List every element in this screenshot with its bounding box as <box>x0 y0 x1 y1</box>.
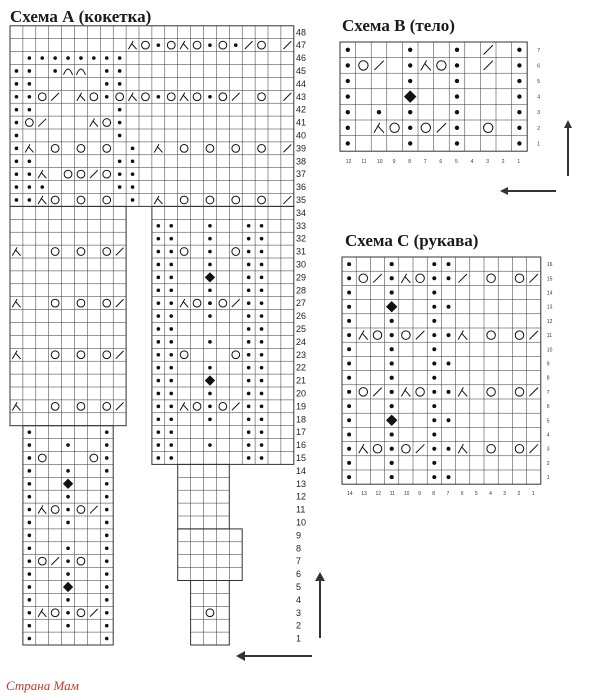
k2tog-icon <box>529 274 538 283</box>
scheme-c-row-number: 7 <box>546 389 550 396</box>
scheme-c-column-number: 12 <box>375 491 382 498</box>
scheme-b-column-number: 9 <box>392 159 396 166</box>
purl-dot-icon <box>432 447 436 451</box>
yarn-over-icon <box>359 274 368 283</box>
scheme-b-column-number: 12 <box>345 159 352 166</box>
purl-dot-icon <box>347 305 351 309</box>
scheme-a-row-number: 19 <box>296 401 307 412</box>
scheme-c-row-number: 13 <box>546 304 553 311</box>
scheme-c-row-number: 16 <box>546 262 553 269</box>
purl-dot-icon <box>432 461 436 465</box>
scheme-a-row-number: 12 <box>296 491 307 502</box>
scheme-c-column-number: 3 <box>503 491 507 498</box>
scheme-a-row-number: 15 <box>296 452 307 463</box>
yarn-over-icon <box>416 274 425 283</box>
scheme-b-column-number: 10 <box>377 159 383 166</box>
scheme-a-row-number: 47 <box>296 40 307 51</box>
purl-dot-icon <box>447 447 451 451</box>
scheme-c-row-number: 4 <box>546 432 550 439</box>
scheme-c-row-number: 5 <box>546 418 550 425</box>
purl-dot-icon <box>432 347 436 351</box>
scheme-a-row-number: 7 <box>296 556 302 567</box>
scheme-b-title: Схема В (тело) <box>342 16 455 35</box>
direction-arrow-up-icon <box>312 572 328 640</box>
scheme-a-row-number: 11 <box>296 504 306 515</box>
purl-dot-icon <box>447 362 451 366</box>
scheme-a-row-number: 46 <box>296 53 307 64</box>
scheme-b-column-number: 5 <box>455 159 458 166</box>
scheme-b-row-number: 1 <box>537 141 540 148</box>
bobble-icon <box>386 415 397 426</box>
purl-dot-icon <box>390 376 394 380</box>
yarn-over-icon <box>416 388 425 397</box>
scheme-a-row-number: 39 <box>296 143 307 154</box>
k2tog-icon <box>529 388 538 397</box>
scheme-b-column-number: 4 <box>470 159 474 166</box>
purl-dot-icon <box>390 319 394 323</box>
purl-dot-icon <box>432 433 436 437</box>
scheme-c-column-number: 5 <box>474 491 478 498</box>
scheme-b-column-number: 6 <box>439 159 443 166</box>
purl-dot-icon <box>390 362 394 366</box>
purl-dot-icon <box>390 475 394 479</box>
scheme-a-title: Схема А (кокетка) <box>10 7 152 26</box>
purl-dot-icon <box>347 276 351 280</box>
scheme-b-row-number: 7 <box>537 47 540 54</box>
scheme-c-column-number: 13 <box>361 491 367 498</box>
scheme-a-row-number: 18 <box>296 414 307 425</box>
scheme-c-row-number: 8 <box>546 375 550 382</box>
purl-dot-icon <box>347 333 351 337</box>
purl-dot-icon <box>447 305 451 309</box>
k2tog-icon <box>458 274 467 283</box>
purl-dot-icon <box>432 319 436 323</box>
scheme-c-row-number: 12 <box>546 318 553 325</box>
scheme-c-row-number: 3 <box>546 446 550 453</box>
purl-dot-icon <box>347 390 351 394</box>
scheme-c-row-number: 15 <box>546 276 553 283</box>
purl-dot-icon <box>447 262 451 266</box>
purl-dot-icon <box>447 276 451 280</box>
scheme-a-row-number: 29 <box>296 272 307 283</box>
purl-dot-icon <box>390 433 394 437</box>
yarn-over-icon <box>487 444 496 453</box>
purl-dot-icon <box>432 276 436 280</box>
scheme-a-row-number: 44 <box>296 78 307 89</box>
scheme-a-row-number: 10 <box>296 517 307 528</box>
purl-dot-icon <box>432 390 436 394</box>
scheme-c-row-number: 6 <box>546 404 550 411</box>
purl-dot-icon <box>347 262 351 266</box>
purl-dot-icon <box>390 347 394 351</box>
watermark: Страна Мам <box>6 678 79 693</box>
yarn-over-icon <box>373 331 382 340</box>
scheme-a-row-number: 16 <box>296 440 307 451</box>
scheme-c-row-number: 14 <box>546 290 553 297</box>
scheme-a-row-number: 35 <box>296 194 307 205</box>
scheme-c-column-number: 9 <box>418 491 421 498</box>
purl-dot-icon <box>432 376 436 380</box>
scheme-a-row-number: 37 <box>296 169 307 180</box>
scheme-a-row-number: 24 <box>296 336 307 347</box>
purl-dot-icon <box>347 461 351 465</box>
purl-dot-icon <box>432 291 436 295</box>
scheme-a-row-number: 2 <box>296 620 302 631</box>
scheme-a-row-number: 32 <box>296 233 307 244</box>
scheme-a-row-number: 43 <box>296 91 307 102</box>
yarn-over-icon <box>515 331 524 340</box>
scheme-c-column-number: 11 <box>389 491 395 498</box>
yarn-over-icon <box>402 444 411 453</box>
purl-dot-icon <box>432 475 436 479</box>
scheme-a-row-number: 36 <box>296 182 307 193</box>
yarn-over-icon <box>402 331 411 340</box>
purl-dot-icon <box>390 262 394 266</box>
yarn-over-icon <box>487 388 496 397</box>
purl-dot-icon <box>432 262 436 266</box>
scheme-b-column-number: 8 <box>408 159 411 166</box>
scheme-b-column-number: 3 <box>486 159 489 166</box>
purl-dot-icon <box>347 418 351 422</box>
scheme-a-row-number: 48 <box>296 27 307 38</box>
scheme-a-row-number: 21 <box>296 375 307 386</box>
scheme-b-row-number: 4 <box>537 94 540 101</box>
scheme-a-row-number: 3 <box>296 607 302 618</box>
purl-dot-icon <box>447 390 451 394</box>
purl-dot-icon <box>432 333 436 337</box>
purl-dot-icon <box>347 433 351 437</box>
scheme-b-row-number: 3 <box>537 110 540 117</box>
scheme-b-column-number: 2 <box>501 159 505 166</box>
ssk-icon <box>359 331 368 340</box>
purl-dot-icon <box>347 376 351 380</box>
yarn-over-icon <box>359 388 368 397</box>
scheme-a-row-number: 34 <box>296 207 307 218</box>
k2tog-icon <box>529 444 538 453</box>
ssk-icon <box>401 274 410 283</box>
scheme-c-column-number: 7 <box>446 491 450 498</box>
direction-arrow-up-b-icon <box>561 120 575 178</box>
scheme-a-row-number: 23 <box>296 349 307 360</box>
k2tog-icon <box>416 331 425 340</box>
purl-dot-icon <box>447 475 451 479</box>
scheme-c-column-number: 8 <box>432 491 436 498</box>
scheme-a-row-number: 25 <box>296 323 307 334</box>
direction-arrow-left-b-icon <box>500 184 558 198</box>
k2tog-icon <box>416 444 425 453</box>
purl-dot-icon <box>347 404 351 408</box>
scheme-a-row-number: 31 <box>296 246 307 257</box>
scheme-a-row-number: 42 <box>296 104 307 115</box>
scheme-c-row-number: 10 <box>546 347 553 354</box>
scheme-b-column-number: 11 <box>361 159 367 166</box>
scheme-c-column-number: 1 <box>531 491 535 498</box>
purl-dot-icon <box>447 333 451 337</box>
scheme-c-row-number: 2 <box>546 460 550 467</box>
purl-dot-icon <box>432 305 436 309</box>
scheme-b-row-number: 2 <box>537 125 540 132</box>
scheme-a-row-number: 9 <box>296 530 302 541</box>
scheme-a-row-number: 20 <box>296 388 307 399</box>
scheme-c-row-number: 11 <box>546 333 553 340</box>
scheme-c-column-number: 4 <box>489 491 492 498</box>
yarn-over-icon <box>515 388 524 397</box>
ssk-icon <box>458 444 467 453</box>
yarn-over-icon <box>515 274 524 283</box>
scheme-a-row-number: 5 <box>296 581 302 592</box>
purl-dot-icon <box>347 475 351 479</box>
purl-dot-icon <box>390 404 394 408</box>
scheme-b-column-number: 7 <box>423 159 427 166</box>
scheme-c-column-number: 10 <box>403 491 410 498</box>
direction-arrow-left-icon <box>236 648 316 664</box>
scheme-a-row-number: 33 <box>296 220 307 231</box>
purl-dot-icon <box>432 362 436 366</box>
purl-dot-icon <box>347 347 351 351</box>
purl-dot-icon <box>447 418 451 422</box>
ssk-icon <box>458 331 467 340</box>
ssk-icon <box>401 387 410 396</box>
ssk-icon <box>458 387 467 396</box>
k2tog-icon <box>373 388 382 397</box>
scheme-c-column-number: 2 <box>517 491 521 498</box>
purl-dot-icon <box>390 276 394 280</box>
bobble-icon <box>386 301 397 312</box>
scheme-a-row-number: 45 <box>296 65 307 76</box>
purl-dot-icon <box>347 447 351 451</box>
purl-dot-icon <box>347 362 351 366</box>
purl-dot-icon <box>390 461 394 465</box>
scheme-a-row-number: 14 <box>296 465 307 476</box>
scheme-b-row-number: 6 <box>537 63 540 70</box>
purl-dot-icon <box>347 319 351 323</box>
scheme-a-row-number: 6 <box>296 569 302 580</box>
scheme-c-row-number: 1 <box>546 475 550 482</box>
scheme-c-title: Схема С (рукава) <box>345 231 479 250</box>
scheme-a-row-number: 41 <box>296 117 307 128</box>
scheme-a-row-number: 40 <box>296 130 307 141</box>
yarn-over-icon <box>373 444 382 453</box>
scheme-a-row-number: 38 <box>296 156 307 167</box>
purl-dot-icon <box>390 390 394 394</box>
yarn-over-icon <box>487 274 496 283</box>
purl-dot-icon <box>390 447 394 451</box>
yarn-over-icon <box>515 444 524 453</box>
purl-dot-icon <box>347 291 351 295</box>
purl-dot-icon <box>432 404 436 408</box>
scheme-a-row-number: 30 <box>296 259 307 270</box>
scheme-b-column-number: 1 <box>517 159 521 166</box>
purl-dot-icon <box>390 291 394 295</box>
k2tog-icon <box>373 274 382 283</box>
purl-dot-icon <box>390 333 394 337</box>
scheme-b-row-number: 5 <box>537 79 540 85</box>
scheme-a-row-number: 17 <box>296 427 307 438</box>
purl-dot-icon <box>432 418 436 422</box>
scheme-a-row-number: 13 <box>296 478 307 489</box>
scheme-a-row-number: 27 <box>296 298 307 309</box>
scheme-c-column-number: 6 <box>460 491 464 498</box>
scheme-a-row-number: 22 <box>296 362 307 373</box>
scheme-c-row-number: 9 <box>546 361 550 368</box>
scheme-a-row-number: 1 <box>296 633 302 644</box>
ssk-icon <box>359 444 368 453</box>
scheme-a-row-number: 26 <box>296 311 307 322</box>
scheme-c-column-number: 14 <box>347 491 353 498</box>
k2tog-icon <box>529 331 538 340</box>
scheme-a-row-number: 28 <box>296 285 307 296</box>
yarn-over-icon <box>487 331 496 340</box>
scheme-a-row-number: 8 <box>296 543 302 554</box>
scheme-a-row-number: 4 <box>296 594 302 605</box>
